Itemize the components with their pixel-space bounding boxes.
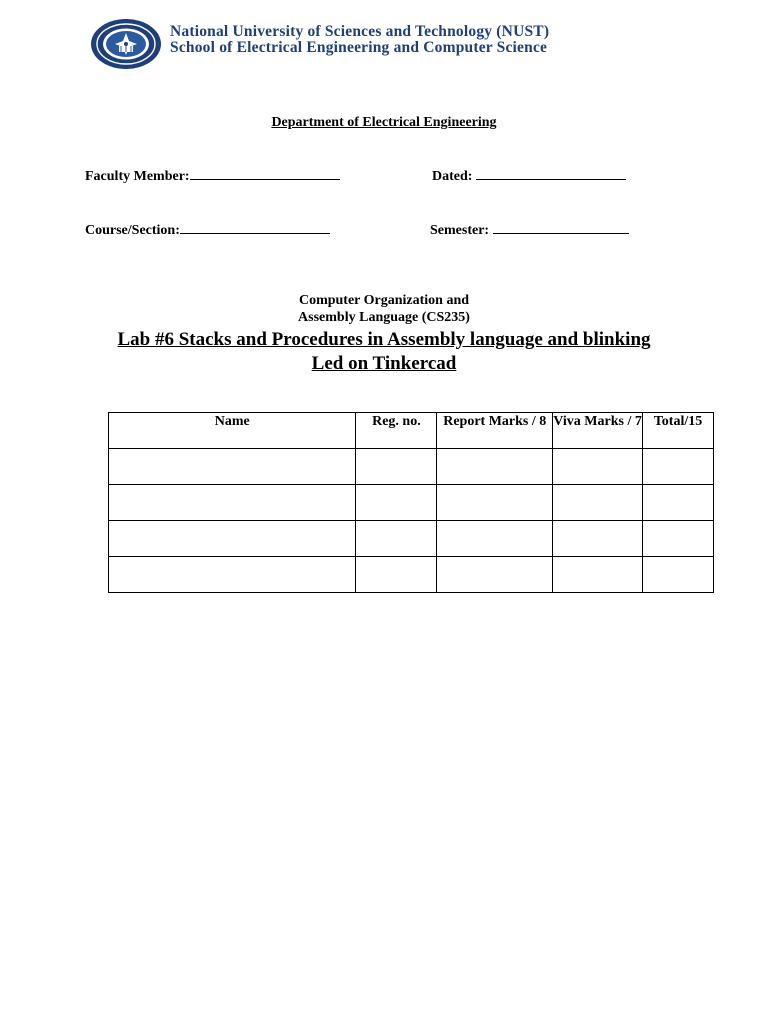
name-cell[interactable] [109,485,356,521]
report-marks-cell[interactable] [437,449,553,485]
total-cell[interactable] [643,485,714,521]
semester-field[interactable] [430,222,629,239]
header-name: Name [109,413,356,449]
faculty-member-line[interactable] [190,168,340,180]
page-header [90,18,670,70]
header-report-marks: Report Marks / 8 [437,413,553,449]
faculty-member-label: Faculty Member: [85,169,190,184]
table-row [109,521,714,557]
total-cell[interactable] [643,521,714,557]
semester-label: Semester: [430,223,490,238]
dated-field[interactable] [432,168,626,185]
lab-title-line2: Led on Tinkercad [311,353,457,374]
course-title-line1: Computer Organization and [298,293,470,308]
viva-marks-cell[interactable] [553,557,643,593]
nust-seal-icon [90,18,162,70]
total-cell[interactable] [643,449,714,485]
faculty-member-field[interactable] [85,168,340,185]
header-viva-marks: Viva Marks / 7 [553,413,643,449]
course-section-line[interactable] [180,222,330,234]
table-row [109,485,714,521]
dated-line[interactable] [476,168,626,180]
marks-table [108,412,714,593]
university-name: National University of Sciences and Technology (NUST) [170,23,550,40]
viva-marks-cell[interactable] [553,521,643,557]
table-row [109,557,714,593]
report-marks-cell[interactable] [437,485,553,521]
reg-no-cell[interactable] [356,521,437,557]
department-title: Department of Electrical Engineering [271,115,497,130]
dated-label: Dated: [432,169,473,184]
total-cell[interactable] [643,557,714,593]
reg-no-cell[interactable] [356,557,437,593]
viva-marks-cell[interactable] [553,449,643,485]
course-title [0,292,768,326]
table-header-row [109,413,714,449]
course-section-field[interactable] [85,222,330,239]
semester-line[interactable] [493,222,629,234]
name-cell[interactable] [109,521,356,557]
course-title-line2: Assembly Language (CS235) [298,310,470,325]
header-reg-no: Reg. no. [356,413,437,449]
report-marks-cell[interactable] [437,521,553,557]
name-cell[interactable] [109,449,356,485]
viva-marks-cell[interactable] [553,485,643,521]
course-section-label: Course/Section: [85,223,180,238]
reg-no-cell[interactable] [356,485,437,521]
school-name: School of Electrical Engineering and Computer Science [170,39,548,56]
header-total: Total/15 [643,413,714,449]
name-cell[interactable] [109,557,356,593]
report-marks-cell[interactable] [437,557,553,593]
reg-no-cell[interactable] [356,449,437,485]
lab-title [0,328,768,376]
lab-title-line1: Lab #6 Stacks and Procedures in Assembly language and blinking [117,329,651,350]
table-row [109,449,714,485]
